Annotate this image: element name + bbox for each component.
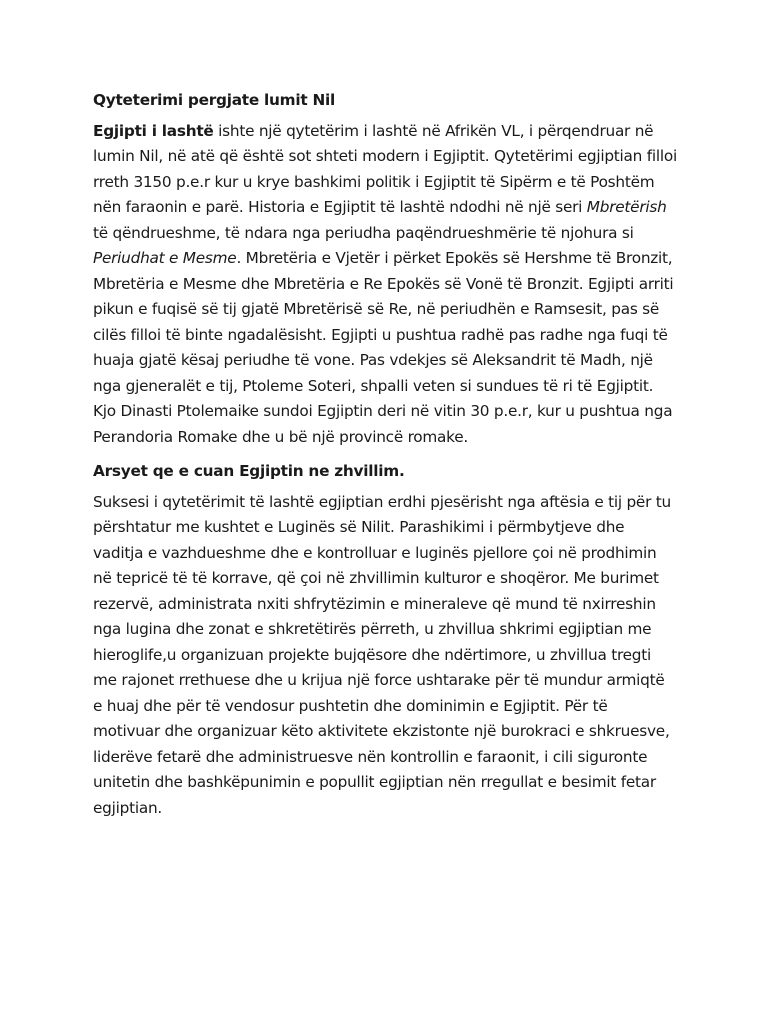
document-page bbox=[93, 88, 677, 830]
intro-term: Egjipti i lashtë bbox=[93, 121, 214, 140]
intro-italic-2: Periudhat e Mesme bbox=[93, 249, 237, 267]
intro-paragraph bbox=[93, 119, 677, 451]
intro-text-3: . Mbretëria e Vjetër i përket Epokës së Hershme të Bronzit, Mbretëria e Mesme dhe Mbretëria e Re Epokës së Vonë të Bronzit. Egjipti arriti pikun e fuqisë së tij gjatë Mbretërisë së Re, në periudhën e Ramsesit, pas së cilës filloi të binte ngadalësisht. Egjipti u pushtua radhë pas radhe nga fuqi të huaja gjatë kësaj periudhe të vone. Pas vdekjes së Aleksandrit të Madh, një nga gjeneralët e tij, Ptoleme Soteri, shpalli veten si sundues të ri të Egjiptit. Kjo Dinasti Ptolemaike sundoi Egjiptin deri në vitin 30 p.e.r, kur u pushtua nga Perandoria Romake dhe u bë një provincë romake. bbox=[93, 249, 674, 446]
intro-text-2: të qëndrueshme, të ndara nga periudha paqëndrueshmërie të njohura si bbox=[93, 223, 634, 242]
document-title: Qyteterimi pergjate lumit Nil bbox=[93, 91, 336, 109]
intro-text-1: ishte një qytetërim i lashtë në Afrikën VL, i përqendruar në lumin Nil, në atë që është sot shteti modern i Egjiptit. Qytetërimi egjiptian filloi rreth 3150 p.e.r kur u krye bashkimi politik i Egjiptit të Sipërm e të Poshtëm nën faraonin e parë. Historia e Egjiptit të lashtë ndodhi në një seri bbox=[93, 121, 677, 216]
section-paragraph: Suksesi i qytetërimit të lashtë egjiptian erdhi pjesërisht nga aftësia e tij për tu përshtatur me kushtet e Luginës së Nilit. Parashikimi i përmbytjeve dhe vaditja e vazhdueshme dhe e kontrolluar e luginës pjellore çoi në prodhimin në tepricë të të korrave, që çoi në zhvillimin kulturor e shoqëror. Me burimet rezervë, administrata nxiti shfrytëzimin e mineraleve që mund të nxirreshin nga lugina dhe zonat e shkretëtirës përreth, u zhvillua shkrimi egjiptian me hieroglife,u organizuan projekte bujqësore dhe ndërtimore, u zhvillua tregti me rajonet rrethuese dhe u krijua një force ushtarake për të mundur armiqtë e huaj dhe për të vendosur pushtetin dhe dominimin e Egjiptit. Për të motivuar dhe organizuar këto aktivitete ekzistonte një burokraci e shkruesve, liderëve fetarë dhe administruesve nën kontrollin e faraonit, i cili siguronte unitetin dhe bashkëpunimin e popullit egjiptian nën rregullat e besimit fetar egjiptian. bbox=[93, 492, 671, 817]
intro-italic-1: Mbretërish bbox=[586, 198, 667, 216]
section-heading: Arsyet qe e cuan Egjiptin ne zhvillim. bbox=[93, 462, 405, 480]
